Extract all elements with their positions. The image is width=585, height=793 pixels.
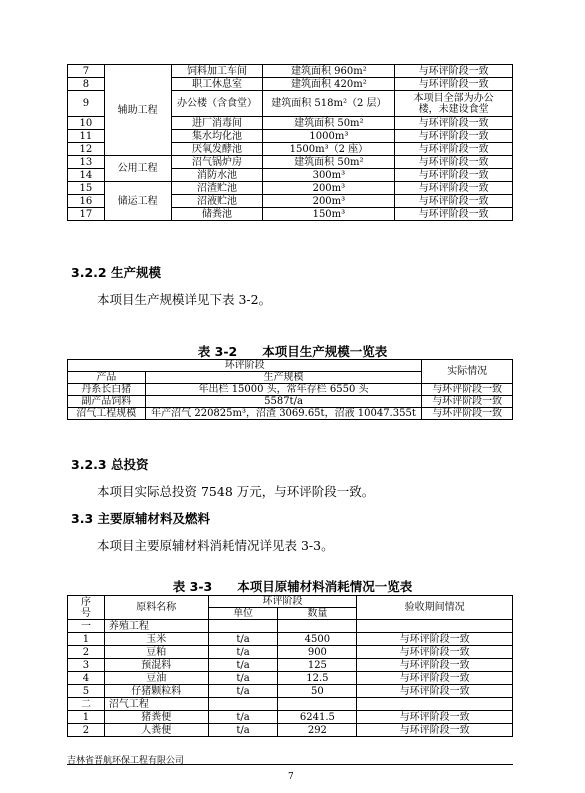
header-no-line: 号: [80, 607, 91, 619]
cell-empty: [278, 620, 357, 633]
cell-no: 4: [68, 672, 105, 685]
cell-name: 豆粕: [104, 646, 208, 659]
cell-no: 16: [68, 195, 105, 208]
cell-spec: 300m³: [263, 169, 395, 182]
cell-name: 沼渣贮池: [171, 182, 263, 195]
cell-status: 与环评阶段一致: [395, 130, 513, 143]
cell-unit: t/a: [208, 646, 278, 659]
group-row: [68, 698, 513, 711]
cell-no: 7: [68, 65, 105, 78]
header-no-line: 序: [80, 596, 91, 608]
cell-no: 9: [68, 91, 105, 117]
cell-name: 沼气锅炉房: [171, 156, 263, 169]
cell-status: 与环评阶段一致: [395, 156, 513, 169]
cell-spec: 150m³: [263, 208, 395, 221]
cell-status: 与环评阶段一致: [395, 78, 513, 91]
cell-spec: 建筑面积 420m²: [263, 78, 395, 91]
cell-scale: 年产沼气 220825m³，沼渣 3069.65t，沼液 10047.355t: [145, 408, 422, 420]
table-row: [68, 685, 513, 698]
cell-no: 2: [68, 724, 105, 737]
cell-name: 仔猪颗粒料: [104, 685, 208, 698]
materials-table: [67, 595, 513, 737]
cell-status: 与环评阶段一致: [395, 182, 513, 195]
cell-status: 与环评阶段一致: [357, 724, 513, 737]
cell-name: 饲料加工车间: [171, 65, 263, 78]
cell-no: 14: [68, 169, 105, 182]
cell-qty: 4500: [278, 633, 357, 646]
paragraph-3-3: 本项目主要原辅材料消耗情况详见表 3-3。: [97, 538, 334, 553]
page-number: 7: [288, 772, 294, 782]
cell-product: 丹系长白猪: [68, 384, 146, 396]
cell-spec: 200m³: [263, 195, 395, 208]
cell-actual: 与环评阶段一致: [422, 396, 513, 408]
cell-status: 与环评阶段一致: [395, 143, 513, 156]
cell-no: 一: [68, 620, 105, 633]
table-row: [68, 596, 513, 608]
cell-status: 与环评阶段一致: [357, 711, 513, 724]
cell-qty: 900: [278, 646, 357, 659]
production-scale-table: [67, 359, 513, 420]
cell-status: 与环评阶段一致: [357, 646, 513, 659]
section-heading-3-2-2: 3.2.2 生产规模: [71, 265, 161, 280]
cell-no: 15: [68, 182, 105, 195]
cell-no: 二: [68, 698, 105, 711]
cell-name: 预混料: [104, 659, 208, 672]
cell-group-name: 养殖工程: [104, 620, 208, 633]
cell-status: 与环评阶段一致: [395, 208, 513, 221]
cell-product: 沼气工程规模: [68, 408, 146, 420]
table-row: [68, 396, 513, 408]
cell-no: 11: [68, 130, 105, 143]
table-row: [68, 672, 513, 685]
table-row: [68, 724, 513, 737]
cell-group-name: 沼气工程: [104, 698, 208, 711]
facilities-table: [67, 64, 513, 221]
header-no: [68, 596, 105, 620]
cell-status: 与环评阶段一致: [395, 65, 513, 78]
status-line: 本项目全部为办公: [413, 92, 494, 104]
cell-name: 进厂消毒间: [171, 117, 263, 130]
paragraph-3-2-3: 本项目实际总投资 7548 万元，与环评阶段一致。: [97, 484, 375, 499]
cell-unit: t/a: [208, 685, 278, 698]
category-aux: 辅助工程: [104, 65, 171, 156]
cell-name: 豆油: [104, 672, 208, 685]
cell-status: 与环评阶段一致: [395, 169, 513, 182]
header-name: 原料名称: [104, 596, 208, 620]
cell-name: 办公楼（含食堂）: [171, 91, 263, 117]
table-row: [68, 65, 513, 78]
cell-empty: [208, 620, 278, 633]
header-check: 验收期间情况: [357, 596, 513, 620]
cell-empty: [357, 698, 513, 711]
table-row: [68, 408, 513, 420]
cell-status: [395, 91, 513, 117]
cell-no: 3: [68, 659, 105, 672]
cell-unit: t/a: [208, 724, 278, 737]
table-row: [68, 659, 513, 672]
table-row: [68, 182, 513, 195]
header-unit: 单位: [208, 608, 278, 620]
cell-qty: 125: [278, 659, 357, 672]
cell-spec: 建筑面积 50m²: [263, 156, 395, 169]
header-qty: 数量: [278, 608, 357, 620]
cell-status: 与环评阶段一致: [357, 672, 513, 685]
cell-unit: t/a: [208, 711, 278, 724]
cell-status: 与环评阶段一致: [357, 633, 513, 646]
table-row: [68, 360, 513, 372]
cell-scale: 年出栏 15000 头，常年存栏 6550 头: [145, 384, 422, 396]
cell-spec: 建筑面积 518m²（2 层）: [263, 91, 395, 117]
cell-no: 8: [68, 78, 105, 91]
section-heading-3-3: 3.3 主要原辅材料及燃料: [71, 511, 210, 526]
table-3-3-caption: 表 3-3 本项目原辅材料消耗情况一览表: [172, 579, 413, 594]
cell-name: 集水均化池: [171, 130, 263, 143]
category-public: 公用工程: [104, 156, 171, 182]
cell-empty: [208, 698, 278, 711]
cell-spec: 200m³: [263, 182, 395, 195]
cell-spec: 1500m³（2 座）: [263, 143, 395, 156]
cell-no: 13: [68, 156, 105, 169]
cell-spec: 1000m³: [263, 130, 395, 143]
cell-name: 职工休息室: [171, 78, 263, 91]
cell-product: 副产品饲料: [68, 396, 146, 408]
cell-name: 消防水池: [171, 169, 263, 182]
cell-scale: 5587t/a: [145, 396, 422, 408]
header-eia: 环评阶段: [68, 360, 422, 372]
cell-unit: t/a: [208, 672, 278, 685]
cell-no: 10: [68, 117, 105, 130]
table-row: [68, 384, 513, 396]
cell-empty: [357, 620, 513, 633]
cell-status: 与环评阶段一致: [357, 659, 513, 672]
paragraph-3-2-2: 本项目生产规模详见下表 3-2。: [97, 292, 272, 307]
table-row: [68, 711, 513, 724]
cell-unit: t/a: [208, 659, 278, 672]
header-product: 产品: [68, 372, 146, 384]
cell-no: 12: [68, 143, 105, 156]
status-line: 楼，未建设食堂: [418, 103, 489, 115]
cell-qty: 12.5: [278, 672, 357, 685]
cell-name: 沼液贮池: [171, 195, 263, 208]
table-row: [68, 633, 513, 646]
cell-no: 1: [68, 711, 105, 724]
cell-no: 5: [68, 685, 105, 698]
cell-name: 玉米: [104, 633, 208, 646]
header-scale: 生产规模: [145, 372, 422, 384]
group-row: [68, 620, 513, 633]
cell-spec: 建筑面积 50m²: [263, 117, 395, 130]
cell-status: 与环评阶段一致: [357, 685, 513, 698]
cell-unit: t/a: [208, 633, 278, 646]
cell-empty: [278, 698, 357, 711]
cell-qty: 292: [278, 724, 357, 737]
cell-spec: 建筑面积 960m²: [263, 65, 395, 78]
category-storage: 储运工程: [104, 182, 171, 221]
cell-status: 与环评阶段一致: [395, 117, 513, 130]
table-row: [68, 646, 513, 659]
section-heading-3-2-3: 3.2.3 总投资: [71, 457, 149, 472]
cell-name: 猪粪便: [104, 711, 208, 724]
cell-name: 储粪池: [171, 208, 263, 221]
cell-name: 厌氧发酵池: [171, 143, 263, 156]
cell-qty: 6241.5: [278, 711, 357, 724]
cell-actual: 与环评阶段一致: [422, 384, 513, 396]
cell-qty: 50: [278, 685, 357, 698]
footer-company: 吉林省晋航环保工程有限公司: [67, 756, 185, 766]
cell-actual: 与环评阶段一致: [422, 408, 513, 420]
table-row: [68, 156, 513, 169]
cell-no: 2: [68, 646, 105, 659]
header-eia: 环评阶段: [208, 596, 357, 608]
cell-no: 1: [68, 633, 105, 646]
cell-name: 人粪便: [104, 724, 208, 737]
cell-status: 与环评阶段一致: [395, 195, 513, 208]
cell-no: 17: [68, 208, 105, 221]
header-actual: 实际情况: [422, 360, 513, 384]
table-3-2-caption: 表 3-2 本项目生产规模一览表: [197, 344, 388, 359]
